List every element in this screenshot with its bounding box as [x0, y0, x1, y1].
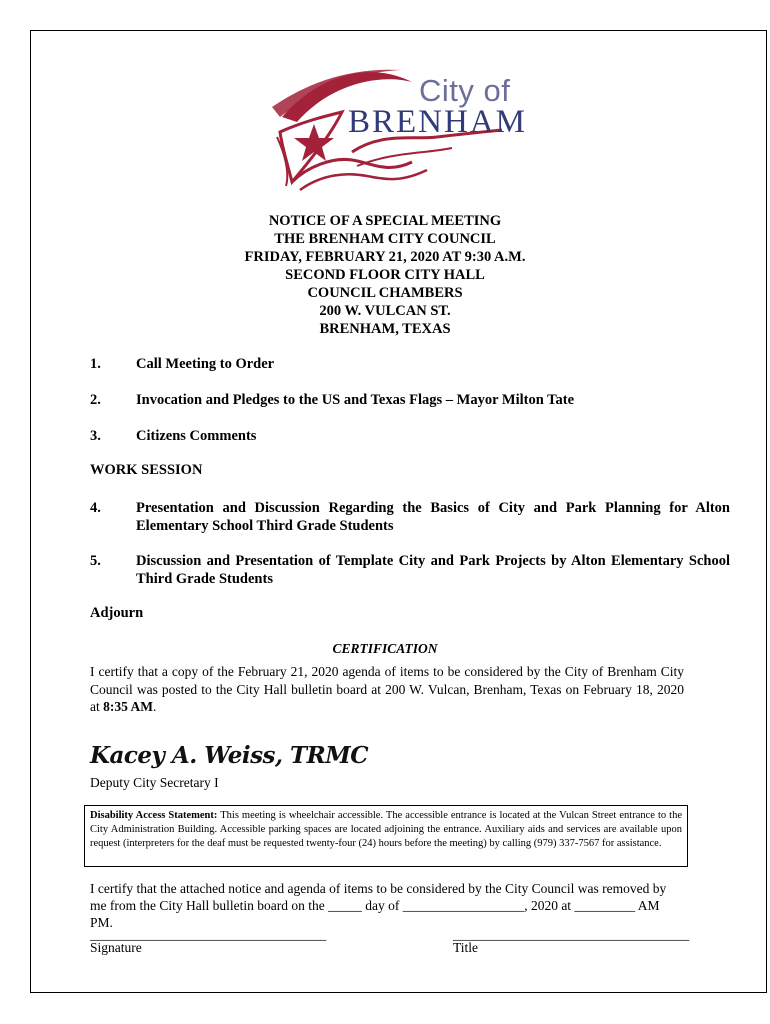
- agenda-item-number: 3.: [90, 428, 101, 444]
- work-session-heading: WORK SESSION: [90, 462, 203, 478]
- header-line: BRENHAM, TEXAS: [319, 321, 451, 337]
- signature-label: Signature: [90, 940, 142, 955]
- signature-line: ___________________________________: [90, 927, 327, 942]
- signature-name: Kacey A. Weiss, TRMC: [90, 742, 368, 769]
- header-line: COUNCIL CHAMBERS: [307, 285, 463, 301]
- certification-end: .: [153, 699, 157, 714]
- agenda-item-text: Presentation and Discussion Regarding the Basics of City and Park Planning for Alton Elementary School Third Grade Students: [136, 500, 730, 534]
- access-text: This meeting is wheelchair accessible. The accessible entrance is located at the Vulcan Street entrance to the City Administration Building. Accessible parking spaces are located adjoining the entrance. Auxiliary aids and services are available upon request (interpreters for the deaf must be requested twenty-four (24) hours before the meeting) by calling (979) 337-7567 for assistance.: [90, 810, 682, 849]
- agenda-item-number: 2.: [90, 392, 101, 408]
- agenda-item-text: Citizens Comments: [136, 428, 257, 444]
- agenda-item-text: Invocation and Pledges to the US and Texas Flags – Mayor Milton Tate: [136, 392, 575, 408]
- title-line: ___________________________________: [453, 927, 690, 942]
- header-line: THE BRENHAM CITY COUNCIL: [274, 231, 496, 247]
- agenda-item-number: 4.: [90, 500, 101, 516]
- header-line: NOTICE OF A SPECIAL MEETING: [268, 213, 502, 229]
- logo-city-of: City of: [419, 73, 511, 108]
- posting-time: 8:35 AM: [103, 699, 153, 714]
- agenda-item-number: 1.: [90, 356, 101, 372]
- disability-access-statement: [84, 805, 688, 867]
- certification-title: CERTIFICATION: [332, 641, 438, 656]
- certification-body: I certify that a copy of the February 21, 2020 agenda of items to be considered by the City of Brenham City Council was posted to the City Hall bulletin board at 200 W. Vulcan, Brenham, Texas on February 18, 2020 at: [90, 664, 684, 714]
- header-line: FRIDAY, FEBRUARY 21, 2020 AT 9:30 A.M.: [244, 249, 526, 265]
- logo-brenham: BRENHAM: [348, 104, 528, 140]
- header-line: SECOND FLOOR CITY HALL: [285, 267, 485, 283]
- removal-certification: I certify that the attached notice and agenda of items to be considered by the City Council was removed by me from the City Hall bulletin board on the _____ day of __________________, 2020 at _________ AM PM.: [90, 881, 667, 930]
- adjourn-heading: Adjourn: [90, 605, 144, 621]
- header-line: 200 W. VULCAN ST.: [319, 303, 451, 319]
- certification-text: [90, 663, 684, 716]
- agenda-item-text: Discussion and Presentation of Template City and Park Projects by Alton Elementary School Third Grade Students: [136, 553, 730, 587]
- meeting-header: [0, 212, 770, 338]
- access-label: Disability Access Statement:: [90, 810, 218, 821]
- agenda-item-text: Call Meeting to Order: [136, 356, 275, 372]
- title-label: Title: [453, 940, 479, 955]
- agenda-item-number: 5.: [90, 553, 101, 569]
- signature-title: Deputy City Secretary I: [90, 775, 219, 790]
